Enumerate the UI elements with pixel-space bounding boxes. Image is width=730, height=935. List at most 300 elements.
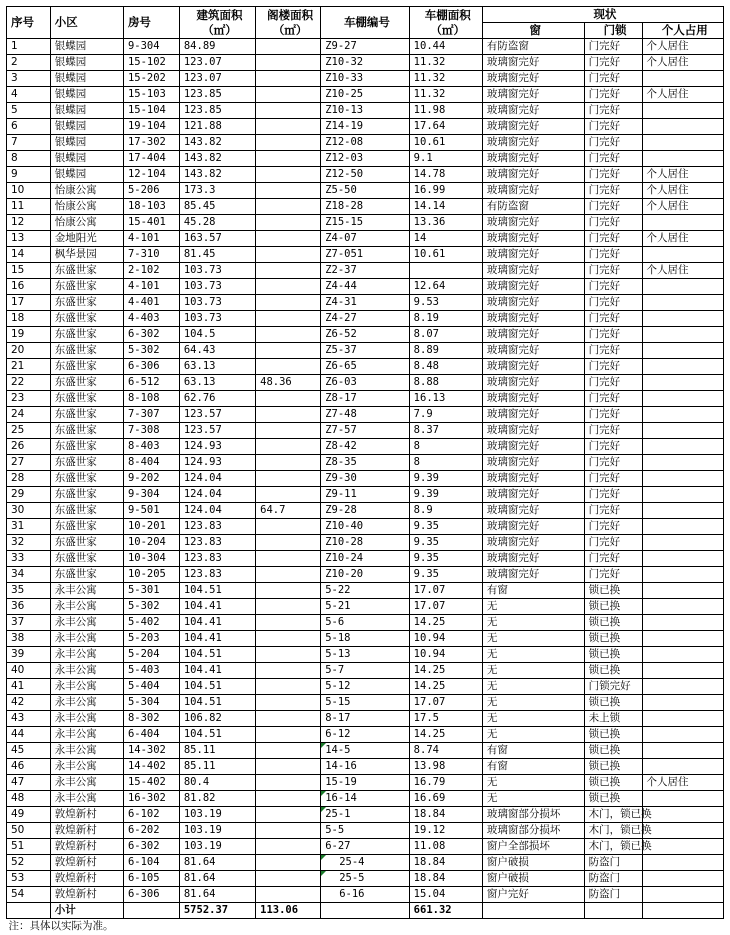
cell-shed-area: 11.32 [409, 71, 482, 87]
cell-community: 永丰公寓 [50, 647, 123, 663]
cell-attic [256, 871, 321, 887]
cell-window: 玻璃窗完好 [482, 151, 584, 167]
cell-window: 有窗 [482, 583, 584, 599]
cell-shed-area: 7.9 [409, 407, 482, 423]
cell-lock: 锁已换 [584, 775, 642, 791]
cell-lock: 门完好 [584, 295, 642, 311]
cell-attic [256, 151, 321, 167]
cell-area: 173.3 [179, 183, 255, 199]
cell-room: 14-402 [123, 759, 179, 775]
cell-shed: Z10-25 [321, 87, 409, 103]
cell-room: 4-401 [123, 295, 179, 311]
cell-shed: 14-5 [321, 743, 409, 759]
cell-lock: 门完好 [584, 519, 642, 535]
cell-community: 东盛世家 [50, 439, 123, 455]
cell-community: 敦煌新村 [50, 887, 123, 903]
table-row [7, 439, 724, 455]
cell-personal [642, 359, 723, 375]
header-shed-area-label: 车棚面积 [424, 7, 471, 22]
cell-shed: Z10-28 [321, 535, 409, 551]
cell-community: 东盛世家 [50, 295, 123, 311]
cell-shed-area: 17.07 [409, 583, 482, 599]
cell-personal: 个人居住 [642, 183, 723, 199]
cell-personal: 个人居住 [642, 55, 723, 71]
cell-lock: 锁已换 [584, 695, 642, 711]
cell-attic [256, 679, 321, 695]
table-row [7, 359, 724, 375]
cell-window: 玻璃窗完好 [482, 343, 584, 359]
cell-shed-area: 8 [409, 439, 482, 455]
cell-room: 6-102 [123, 807, 179, 823]
cell-lock: 锁已换 [584, 791, 642, 807]
cell-shed-area: 15.04 [409, 887, 482, 903]
cell-seq: 10 [7, 183, 51, 199]
cell-room: 6-306 [123, 887, 179, 903]
cell-window: 无 [482, 679, 584, 695]
cell-attic [256, 135, 321, 151]
cell-personal [642, 71, 723, 87]
cell-seq: 35 [7, 583, 51, 599]
cell-seq: 16 [7, 279, 51, 295]
cell-seq: 34 [7, 567, 51, 583]
header-attic [256, 7, 321, 39]
cell-community: 东盛世家 [50, 567, 123, 583]
cell-area: 63.13 [179, 359, 255, 375]
cell-window: 玻璃窗完好 [482, 119, 584, 135]
cell-seq: 21 [7, 359, 51, 375]
cell-seq: 28 [7, 471, 51, 487]
cell-area: 104.41 [179, 663, 255, 679]
cell-personal [642, 455, 723, 471]
cell-lock: 门锁完好 [584, 679, 642, 695]
cell-lock: 门完好 [584, 71, 642, 87]
cell-room: 14-302 [123, 743, 179, 759]
cell-area: 85.11 [179, 743, 255, 759]
cell-area: 103.73 [179, 279, 255, 295]
cell-lock: 锁已换 [584, 583, 642, 599]
cell-lock: 门完好 [584, 359, 642, 375]
cell-window: 玻璃窗完好 [482, 471, 584, 487]
cell-attic [256, 535, 321, 551]
cell-shed-area: 18.84 [409, 855, 482, 871]
cell-community: 永丰公寓 [50, 631, 123, 647]
table-row [7, 55, 724, 71]
cell-attic [256, 663, 321, 679]
cell-room: 18-103 [123, 199, 179, 215]
cell-lock: 门完好 [584, 455, 642, 471]
cell-area: 124.93 [179, 455, 255, 471]
cell-community: 银蝶园 [50, 167, 123, 183]
cell-shed-area: 14.14 [409, 199, 482, 215]
cell-shed: 8-17 [321, 711, 409, 727]
cell-shed: Z8-17 [321, 391, 409, 407]
cell-room: 16-302 [123, 791, 179, 807]
cell-area: 123.83 [179, 551, 255, 567]
cell-area: 104.41 [179, 631, 255, 647]
cell-community: 永丰公寓 [50, 615, 123, 631]
cell-shed: Z10-13 [321, 103, 409, 119]
cell-shed: 5-21 [321, 599, 409, 615]
cell-community: 东盛世家 [50, 359, 123, 375]
cell-attic [256, 855, 321, 871]
cell-lock: 防盗门 [584, 855, 642, 871]
subtotal-window [482, 903, 584, 919]
cell-lock: 防盗门 [584, 871, 642, 887]
cell-seq: 27 [7, 455, 51, 471]
cell-shed: 5-6 [321, 615, 409, 631]
table-row [7, 567, 724, 583]
cell-area: 123.83 [179, 519, 255, 535]
cell-room: 6-105 [123, 871, 179, 887]
header-personal: 个人占用 [642, 23, 723, 39]
cell-community: 东盛世家 [50, 263, 123, 279]
table-row [7, 535, 724, 551]
cell-personal [642, 471, 723, 487]
cell-community: 银蝶园 [50, 135, 123, 151]
cell-shed: Z2-37 [321, 263, 409, 279]
cell-area: 104.51 [179, 695, 255, 711]
cell-lock: 锁已换 [584, 615, 642, 631]
header-shed-area [409, 7, 482, 39]
table-row [7, 327, 724, 343]
cell-shed: Z10-33 [321, 71, 409, 87]
cell-shed-area: 10.94 [409, 647, 482, 663]
cell-attic [256, 887, 321, 903]
cell-room: 15-102 [123, 55, 179, 71]
cell-room: 8-302 [123, 711, 179, 727]
cell-window: 无 [482, 711, 584, 727]
cell-seq: 32 [7, 535, 51, 551]
cell-lock: 门完好 [584, 535, 642, 551]
cell-seq: 37 [7, 615, 51, 631]
cell-shed-area: 8.37 [409, 423, 482, 439]
cell-window: 玻璃窗完好 [482, 215, 584, 231]
note-text: 注：具体以实际为准。 [7, 919, 724, 935]
cell-shed-area: 10.44 [409, 39, 482, 55]
cell-room: 9-202 [123, 471, 179, 487]
cell-shed: Z18-28 [321, 199, 409, 215]
cell-shed: Z10-32 [321, 55, 409, 71]
cell-seq: 41 [7, 679, 51, 695]
cell-attic [256, 647, 321, 663]
cell-room: 5-302 [123, 599, 179, 615]
cell-seq: 6 [7, 119, 51, 135]
cell-window: 窗户破损 [482, 855, 584, 871]
table-row [7, 151, 724, 167]
cell-shed: 5-12 [321, 679, 409, 695]
cell-seq: 15 [7, 263, 51, 279]
cell-shed: Z7-051 [321, 247, 409, 263]
cell-community: 东盛世家 [50, 519, 123, 535]
cell-shed-area: 9.35 [409, 535, 482, 551]
cell-shed: Z7-57 [321, 423, 409, 439]
cell-shed: 5-5 [321, 823, 409, 839]
cell-lock: 门完好 [584, 503, 642, 519]
cell-room: 8-404 [123, 455, 179, 471]
cell-lock: 门完好 [584, 439, 642, 455]
cell-attic [256, 695, 321, 711]
cell-room: 10-205 [123, 567, 179, 583]
cell-attic [256, 71, 321, 87]
cell-shed: Z9-30 [321, 471, 409, 487]
cell-window: 无 [482, 663, 584, 679]
table-row [7, 743, 724, 759]
cell-seq: 48 [7, 791, 51, 807]
cell-area: 143.82 [179, 135, 255, 151]
cell-personal [642, 871, 723, 887]
cell-shed-area: 16.79 [409, 775, 482, 791]
cell-seq: 46 [7, 759, 51, 775]
cell-personal [642, 247, 723, 263]
cell-area: 103.73 [179, 295, 255, 311]
cell-area: 81.45 [179, 247, 255, 263]
cell-shed: 25-5 [321, 871, 409, 887]
table-row [7, 679, 724, 695]
cell-area: 64.43 [179, 343, 255, 359]
cell-shed-area: 9.35 [409, 551, 482, 567]
cell-community: 永丰公寓 [50, 775, 123, 791]
cell-community: 东盛世家 [50, 535, 123, 551]
cell-personal [642, 503, 723, 519]
cell-community: 东盛世家 [50, 487, 123, 503]
cell-seq: 39 [7, 647, 51, 663]
cell-lock: 锁已换 [584, 647, 642, 663]
cell-lock: 门完好 [584, 471, 642, 487]
table-row [7, 135, 724, 151]
cell-attic [256, 87, 321, 103]
cell-personal [642, 135, 723, 151]
cell-lock: 门完好 [584, 199, 642, 215]
cell-room: 15-104 [123, 103, 179, 119]
cell-shed-area: 9.39 [409, 471, 482, 487]
cell-room: 6-202 [123, 823, 179, 839]
cell-attic [256, 487, 321, 503]
cell-community: 永丰公寓 [50, 599, 123, 615]
cell-seq: 53 [7, 871, 51, 887]
cell-area: 103.73 [179, 263, 255, 279]
cell-community: 敦煌新村 [50, 807, 123, 823]
cell-shed: 6-12 [321, 727, 409, 743]
cell-personal [642, 311, 723, 327]
cell-area: 124.04 [179, 503, 255, 519]
cell-room: 5-203 [123, 631, 179, 647]
cell-window: 无 [482, 647, 584, 663]
cell-attic [256, 615, 321, 631]
cell-attic [256, 519, 321, 535]
cell-community: 怡康公寓 [50, 215, 123, 231]
cell-seq: 42 [7, 695, 51, 711]
cell-area: 104.51 [179, 647, 255, 663]
cell-seq: 45 [7, 743, 51, 759]
cell-shed-area: 17.07 [409, 695, 482, 711]
cell-window: 无 [482, 599, 584, 615]
cell-area: 103.73 [179, 311, 255, 327]
cell-personal [642, 807, 723, 823]
cell-shed-area: 18.84 [409, 807, 482, 823]
cell-attic [256, 199, 321, 215]
cell-community: 永丰公寓 [50, 679, 123, 695]
cell-area: 103.19 [179, 839, 255, 855]
cell-attic [256, 119, 321, 135]
cell-personal [642, 695, 723, 711]
cell-area: 103.19 [179, 807, 255, 823]
cell-community: 金地阳光 [50, 231, 123, 247]
cell-shed: 5-15 [321, 695, 409, 711]
table-row [7, 199, 724, 215]
table-row [7, 807, 724, 823]
cell-room: 6-306 [123, 359, 179, 375]
cell-lock: 未上锁 [584, 711, 642, 727]
cell-shed-area: 12.64 [409, 279, 482, 295]
cell-attic [256, 727, 321, 743]
cell-area: 81.64 [179, 871, 255, 887]
cell-attic [256, 55, 321, 71]
cell-shed: Z10-40 [321, 519, 409, 535]
cell-window: 玻璃窗完好 [482, 535, 584, 551]
header-attic-unit: （㎡） [272, 22, 308, 37]
cell-shed: 5-18 [321, 631, 409, 647]
cell-area: 45.28 [179, 215, 255, 231]
cell-personal [642, 279, 723, 295]
cell-window: 玻璃窗完好 [482, 439, 584, 455]
cell-seq: 5 [7, 103, 51, 119]
cell-shed-area: 10.61 [409, 135, 482, 151]
cell-seq: 9 [7, 167, 51, 183]
cell-shed: Z5-37 [321, 343, 409, 359]
cell-community: 东盛世家 [50, 391, 123, 407]
table-row [7, 407, 724, 423]
cell-room: 6-104 [123, 855, 179, 871]
cell-community: 东盛世家 [50, 343, 123, 359]
cell-lock: 门完好 [584, 151, 642, 167]
cell-area: 106.82 [179, 711, 255, 727]
header-area [179, 7, 255, 39]
header-seq: 序号 [7, 7, 51, 39]
property-table [6, 6, 724, 934]
cell-personal [642, 823, 723, 839]
subtotal-shed [321, 903, 409, 919]
cell-window: 有防盗窗 [482, 199, 584, 215]
cell-shed-area: 14 [409, 231, 482, 247]
cell-window: 玻璃窗完好 [482, 103, 584, 119]
table-body [7, 39, 724, 903]
cell-room: 6-512 [123, 375, 179, 391]
table-row [7, 375, 724, 391]
cell-area: 104.51 [179, 583, 255, 599]
cell-shed-area: 8.74 [409, 743, 482, 759]
cell-seq: 33 [7, 551, 51, 567]
cell-shed-area: 10.94 [409, 631, 482, 647]
cell-lock: 门完好 [584, 135, 642, 151]
cell-attic [256, 839, 321, 855]
cell-shed: Z15-15 [321, 215, 409, 231]
cell-attic [256, 743, 321, 759]
cell-shed-area: 11.32 [409, 55, 482, 71]
cell-personal [642, 663, 723, 679]
cell-area: 81.82 [179, 791, 255, 807]
cell-community: 东盛世家 [50, 423, 123, 439]
cell-community: 敦煌新村 [50, 871, 123, 887]
cell-personal [642, 791, 723, 807]
cell-attic [256, 439, 321, 455]
cell-room: 15-401 [123, 215, 179, 231]
cell-personal [642, 727, 723, 743]
cell-personal [642, 439, 723, 455]
cell-shed: Z4-27 [321, 311, 409, 327]
table-row [7, 503, 724, 519]
cell-shed-area: 17.5 [409, 711, 482, 727]
cell-seq: 17 [7, 295, 51, 311]
cell-personal [642, 679, 723, 695]
cell-lock: 锁已换 [584, 599, 642, 615]
cell-area: 143.82 [179, 167, 255, 183]
cell-personal: 个人居住 [642, 263, 723, 279]
cell-seq: 23 [7, 391, 51, 407]
cell-seq: 2 [7, 55, 51, 71]
cell-room: 8-403 [123, 439, 179, 455]
cell-window: 玻璃窗完好 [482, 375, 584, 391]
cell-community: 东盛世家 [50, 375, 123, 391]
cell-personal [642, 519, 723, 535]
cell-seq: 29 [7, 487, 51, 503]
cell-shed: Z12-03 [321, 151, 409, 167]
table-row [7, 887, 724, 903]
cell-shed-area: 14.25 [409, 615, 482, 631]
cell-area: 124.04 [179, 471, 255, 487]
cell-attic [256, 231, 321, 247]
cell-personal [642, 119, 723, 135]
cell-attic: 48.36 [256, 375, 321, 391]
cell-window: 玻璃窗部分损坏 [482, 823, 584, 839]
table-row [7, 551, 724, 567]
cell-room: 5-403 [123, 663, 179, 679]
cell-area: 104.51 [179, 727, 255, 743]
cell-attic [256, 279, 321, 295]
cell-area: 63.13 [179, 375, 255, 391]
cell-community: 银蝶园 [50, 151, 123, 167]
cell-window: 无 [482, 615, 584, 631]
cell-room: 6-302 [123, 327, 179, 343]
cell-shed: Z14-19 [321, 119, 409, 135]
cell-seq: 38 [7, 631, 51, 647]
cell-area: 143.82 [179, 151, 255, 167]
cell-shed-area: 13.36 [409, 215, 482, 231]
cell-attic [256, 215, 321, 231]
table-row [7, 167, 724, 183]
cell-room: 5-204 [123, 647, 179, 663]
cell-community: 东盛世家 [50, 279, 123, 295]
cell-shed-area: 16.99 [409, 183, 482, 199]
cell-attic [256, 359, 321, 375]
cell-personal: 个人居住 [642, 775, 723, 791]
cell-area: 85.11 [179, 759, 255, 775]
header-shed: 车棚编号 [321, 7, 409, 39]
table-row [7, 311, 724, 327]
cell-seq: 24 [7, 407, 51, 423]
cell-seq: 47 [7, 775, 51, 791]
cell-shed-area: 9.35 [409, 519, 482, 535]
cell-lock: 门完好 [584, 103, 642, 119]
subtotal-label: 小计 [50, 903, 123, 919]
table-row [7, 487, 724, 503]
cell-attic [256, 807, 321, 823]
cell-window: 无 [482, 727, 584, 743]
cell-window: 玻璃窗完好 [482, 263, 584, 279]
cell-community: 怡康公寓 [50, 199, 123, 215]
cell-personal [642, 887, 723, 903]
cell-personal: 个人居住 [642, 167, 723, 183]
cell-attic [256, 551, 321, 567]
